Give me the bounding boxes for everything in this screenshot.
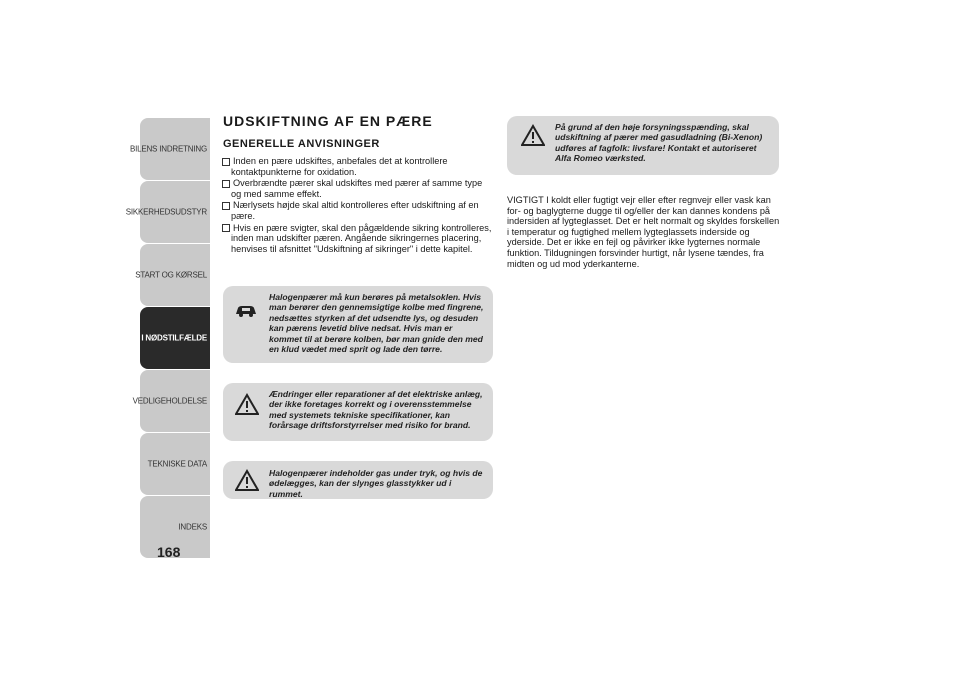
warning-icon: [521, 124, 545, 146]
page-number: 168: [157, 544, 181, 560]
tab-start-og-korsel[interactable]: [135, 244, 210, 306]
tab-label: BILENS INDRETNING: [129, 144, 207, 154]
warning-note-electrical: [223, 383, 493, 441]
warning-note-xenon: [507, 116, 779, 175]
list-item-text: Inden en pære udskiftes, anbefales det at kontrollere kontaktpunkterne for oxidation.: [231, 156, 448, 177]
checkbox-bullet-icon: [222, 180, 230, 188]
tab-label: VEDLIGEHOLDELSE: [132, 396, 207, 406]
care-note-text: Halogenpærer må kun berøres på metalsoklen. Hvis man berører den gennemsigtige kolbe med fingrene, nedsættes styrken af det udsendte lys, og desuden kan pærens levetid blive nedsat. Hvis man er kommet til at berøre kolben, bør man gnide den med en klud vædet med sprit og lade den tørre.: [269, 292, 484, 355]
section-subtitle: GENERELLE ANVISNINGER: [223, 138, 380, 150]
list-item: [222, 200, 494, 221]
list-item-text: Overbrændte pærer skal udskiftes med pærer af samme type og med samme effekt.: [231, 178, 483, 199]
checkbox-bullet-icon: [222, 158, 230, 166]
car-care-icon: [233, 300, 259, 318]
warning-icon: [235, 393, 259, 415]
tab-sikkerhedsudstyr[interactable]: [125, 181, 210, 243]
checkbox-bullet-icon: [222, 224, 230, 232]
warning-note-pressure: [223, 461, 493, 499]
tab-bilens-indretning[interactable]: [129, 118, 210, 180]
tab-label: START OG KØRSEL: [135, 270, 207, 280]
tab-label: TEKNISKE DATA: [147, 459, 207, 469]
checkbox-bullet-icon: [222, 202, 230, 210]
tab-i-nodstilfaelde[interactable]: [140, 307, 210, 369]
warning-icon: [235, 469, 259, 491]
important-paragraph: VIGTIGT I koldt eller fugtigt vejr eller efter regnvejr eller vask kan for- og baglygterne dugge til og/eller der kan dannes kondens på indersiden af lygteglasset. Det er helt normalt og skyldes forskellen i temperatur og fugtighed mellem lygteglassets inderside og yderside. Det er ikke en fejl og påvirker ikke lygternes normale funktion. Tildugningen forsvinder hurtigt, når lysene tændes, fra midten og ud mod yderkanterne.: [507, 195, 780, 269]
section-title: UDSKIFTNING AF EN PÆRE: [223, 113, 433, 129]
tab-vedligeholdelse[interactable]: [132, 370, 210, 432]
tab-label: INDEKS: [178, 522, 207, 532]
warning-note-pressure-text: Halogenpærer indeholder gas under tryk, og hvis de ødelægges, kan der slynges glasstykker ud i rummet.: [269, 468, 483, 499]
list-item: [222, 178, 494, 199]
list-item: [222, 223, 494, 255]
tab-tekniske-data[interactable]: [140, 433, 210, 495]
tab-label: I NØDSTILFÆLDE: [141, 333, 207, 343]
list-item-text: Nærlysets højde skal altid kontrolleres efter udskiftning af en pære.: [231, 200, 479, 221]
list-item-text: Hvis en pære svigter, skal den pågældende sikring kontrolleres, inden man udskifter pæren. Angående sikringernes placering, henvises til afsnittet "Udskiftning af sikringer" i dette kapitel.: [231, 222, 492, 254]
care-note: [223, 286, 493, 363]
list-item: [222, 156, 494, 177]
warning-note-electrical-text: Ændringer eller reparationer af det elektriske anlæg, der ikke foretages korrekt og i overensstemmelse med systemets tekniske specifikationer, kan forårsage driftsforstyrrelser med risiko for brand.: [269, 389, 483, 431]
instruction-list: [222, 156, 494, 255]
tab-label: SIKKERHEDSUDSTYR: [125, 207, 207, 217]
warning-note-xenon-text: På grund af den høje forsyningsspænding, skal udskiftning af pærer med gasudladning (Bi-Xenon) udføres af fagfolk: livsfare! Kontakt et autoriseret Alfa Romeo værksted.: [555, 122, 763, 164]
chapter-tabs: [125, 118, 210, 559]
